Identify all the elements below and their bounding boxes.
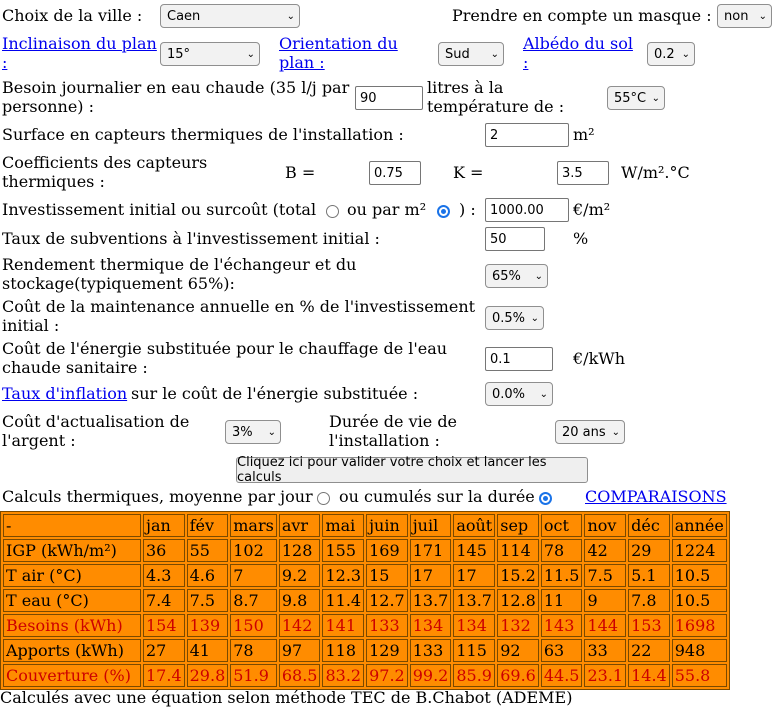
table-cell: 12.7 [366,589,408,612]
table-cell: 129 [366,639,408,662]
table-cell: 10.5 [672,589,727,612]
table-row-label: Besoins (kWh) [3,614,141,637]
coeff-b-label: B = [285,163,316,182]
table-cell: 102 [230,539,277,562]
table-cell: 22 [628,639,670,662]
submit-button[interactable]: Cliquez ici pour valider votre choix et lancer les calculs [236,457,588,483]
table-cell: 68.5 [279,664,321,687]
table-cell: 145 [453,539,495,562]
table-header-cell: mars [230,514,277,537]
surface-label: Surface en capteurs thermiques de l'installation : [2,125,404,144]
inflation-select-value: 0.0% [492,386,526,402]
table-cell: 42 [584,539,626,562]
mask-label: Prendre en compte un masque : [452,6,712,25]
table-row-label: Couverture (%) [3,664,141,687]
chevron-down-icon: ⌄ [681,48,690,60]
table-cell: 33 [584,639,626,662]
besoin-label-2: personne) : [2,97,94,116]
table-header-cell: fév [187,514,229,537]
inclinaison-link-colon[interactable]: : [2,53,8,72]
maintenance-label-2: initial : [2,316,60,335]
inclinaison-select[interactable] [160,42,260,66]
chevron-down-icon: ⌄ [611,426,620,438]
coeff-k-input[interactable]: 3.5 [557,161,609,185]
chevron-down-icon: ⌄ [246,48,255,60]
subv-input[interactable]: 50 [485,227,545,251]
table-cell: 154 [143,614,185,637]
table-row-label: T eau (°C) [3,589,141,612]
table-cell: 142 [279,614,321,637]
coeffs-label-2: thermiques : [2,172,105,191]
mask-select[interactable] [717,4,772,28]
table-cell: 55 [187,539,229,562]
table-cell: 150 [230,614,277,637]
table-cell: 1224 [672,539,727,562]
actualisation-select[interactable] [225,420,281,444]
besoin-unit: litres à la [427,78,504,97]
table-cell: 15 [366,564,408,587]
duree-label: Durée de vie de [329,412,458,431]
table-cell: 29.8 [187,664,229,687]
table-header-cell: sep [497,514,539,537]
table-header-cell: juin [366,514,408,537]
table-cell: 12.8 [497,589,539,612]
invest-per-m2-label: ou par m² [347,200,427,219]
orientation-link[interactable]: Orientation du [279,34,398,53]
table-cell: 134 [410,614,452,637]
table-cell: 13.7 [410,589,452,612]
results-table [0,511,730,690]
city-select-value: Caen [167,8,201,24]
table-row [3,564,727,587]
table-cell: 7.5 [187,589,229,612]
calc-cumul-radio[interactable] [539,492,552,505]
chevron-down-icon: ⌄ [651,92,660,104]
coeffs-label: Coefficients des capteurs [2,153,208,172]
inflation-label: sur le coût de l'énergie substituée : [131,384,419,403]
table-cell: 133 [366,614,408,637]
subv-label: Taux de subventions à l'investissement initial : [2,229,380,248]
maintenance-select-value: 0.5% [492,310,526,326]
table-cell: 78 [230,639,277,662]
chevron-down-icon: ⌄ [758,10,767,22]
table-header-cell: août [453,514,495,537]
energie-label: Coût de l'énergie substituée pour le chauffage de l'eau [2,339,448,358]
table-cell: 69.6 [497,664,539,687]
table-cell: 17.4 [143,664,185,687]
table-cell: 15.2 [497,564,539,587]
table-cell: 1698 [672,614,727,637]
table-header-cell: - [3,514,141,537]
rendement-select-value: 65% [492,268,521,284]
footer-note: Calculés avec une équation selon méthode TEC de B.Chabot (ADEME) [0,688,573,707]
table-cell: 9.8 [279,589,321,612]
table-cell: 17 [410,564,452,587]
actualisation-label-2: l'argent : [2,431,76,450]
table-cell: 9.2 [279,564,321,587]
inclinaison-link[interactable]: Inclinaison du plan [2,34,157,53]
invest-label-end: ) : [459,200,476,219]
table-cell: 128 [279,539,321,562]
table-cell: 10.5 [672,564,727,587]
albedo-select-value: 0.2 [654,46,675,62]
table-cell: 7 [230,564,277,587]
invest-label: Investissement initial ou surcoût (total [2,200,317,219]
chevron-down-icon: ⌄ [286,10,295,22]
coeffs-unit: W/m².°C [621,163,690,182]
besoin-temp-label: température de : [427,97,565,116]
temperature-select[interactable] [607,86,665,110]
table-cell: 27 [143,639,185,662]
results-table-body [3,514,727,687]
table-cell: 23.1 [584,664,626,687]
table-cell: 13.7 [453,589,495,612]
invest-total-radio[interactable] [326,205,339,218]
table-cell: 92 [497,639,539,662]
table-cell: 85.9 [453,664,495,687]
table-cell: 29 [628,539,670,562]
table-header-cell: nov [584,514,626,537]
table-cell: 99.2 [410,664,452,687]
rendement-label: Rendement thermique de l'échangeur et du [2,255,357,274]
table-cell: 144 [584,614,626,637]
table-cell: 11.5 [541,564,583,587]
coeff-b-input[interactable]: 0.75 [369,161,421,185]
table-header-cell: mai [322,514,364,537]
table-cell: 11 [541,589,583,612]
inflation-select[interactable] [485,382,553,406]
duree-select[interactable] [555,420,625,444]
table-cell: 169 [366,539,408,562]
invest-unit: €/m² [573,200,611,219]
city-select[interactable] [160,4,300,28]
chevron-down-icon: ⌄ [534,270,543,282]
table-cell: 11.4 [322,589,364,612]
table-cell: 8.7 [230,589,277,612]
table-cell: 4.6 [187,564,229,587]
maintenance-label: Coût de la maintenance annuelle en % de l'investissement [2,297,476,316]
orientation-link-plan[interactable]: plan : [279,53,325,72]
table-header-cell: année [672,514,727,537]
table-cell: 171 [410,539,452,562]
table-header-cell: déc [628,514,670,537]
table-cell: 14.4 [628,664,670,687]
chevron-down-icon: ⌄ [530,312,539,324]
subv-unit: % [573,229,589,248]
comparaisons-link[interactable]: COMPARAISONS [585,487,727,506]
table-cell: 143 [541,614,583,637]
table-cell: 63 [541,639,583,662]
table-cell: 7.5 [584,564,626,587]
table-cell: 97.2 [366,664,408,687]
table-row [3,614,727,637]
albedo-link[interactable]: Albédo du sol [523,34,633,53]
calc-cumul-label: ou cumulés sur la durée [339,487,535,506]
albedo-select[interactable] [647,42,695,66]
table-row [3,639,727,662]
chevron-down-icon: ⌄ [490,48,499,60]
table-cell: 51.9 [230,664,277,687]
table-cell: 36 [143,539,185,562]
table-cell: 55.8 [672,664,727,687]
table-header-cell: oct [541,514,583,537]
table-row [3,539,727,562]
orientation-select[interactable] [438,42,504,66]
actualisation-select-value: 3% [232,424,253,440]
albedo-link-colon[interactable]: : [523,53,529,72]
energie-label-2: chaude sanitaire : [2,358,148,377]
surface-input[interactable]: 2 [485,123,569,147]
table-header-cell: avr [279,514,321,537]
invest-input[interactable]: 1000.00 [485,198,569,222]
chevron-down-icon: ⌄ [267,426,276,438]
table-cell: 4.3 [143,564,185,587]
table-cell: 17 [453,564,495,587]
rendement-select[interactable] [485,264,548,288]
table-row [3,664,727,687]
table-cell: 153 [628,614,670,637]
city-label: Choix de la ville : [2,6,143,25]
chevron-down-icon: ⌄ [539,388,548,400]
table-cell: 9 [584,589,626,612]
table-cell: 134 [453,614,495,637]
table-row-label: IGP (kWh/m²) [3,539,141,562]
table-cell: 83.2 [322,664,364,687]
rendement-label-2: stockage(typiquement 65%): [2,274,235,293]
table-row-label: Apports (kWh) [3,639,141,662]
table-cell: 78 [541,539,583,562]
table-cell: 44.5 [541,664,583,687]
table-cell: 7.8 [628,589,670,612]
table-cell: 12.3 [322,564,364,587]
table-cell: 133 [410,639,452,662]
besoin-label: Besoin journalier en eau chaude (35 l/j par [2,78,350,97]
energie-input[interactable]: 0.1 [485,347,553,371]
table-header-row [3,514,727,537]
table-cell: 155 [322,539,364,562]
orientation-select-value: Sud [445,46,470,62]
table-cell: 948 [672,639,727,662]
table-row-label: T air (°C) [3,564,141,587]
temperature-select-value: 55°C [614,90,647,106]
calc-mode-label: Calculs thermiques, moyenne par jour [2,487,313,506]
table-cell: 114 [497,539,539,562]
surface-unit: m² [573,125,595,144]
energie-unit: €/kWh [573,349,626,368]
invest-per-m2-radio[interactable] [437,205,450,218]
table-cell: 141 [322,614,364,637]
table-cell: 118 [322,639,364,662]
table-cell: 97 [279,639,321,662]
table-cell: 139 [187,614,229,637]
duree-select-value: 20 ans [562,424,606,440]
actualisation-label: Coût d'actualisation de [2,412,190,431]
table-header-cell: juil [410,514,452,537]
table-cell: 115 [453,639,495,662]
inclinaison-select-value: 15° [167,46,191,62]
mask-select-value: non [724,8,749,24]
inflation-link[interactable]: Taux d'inflation [2,384,128,403]
calc-mean-radio[interactable] [317,492,330,505]
duree-label-2: l'installation : [329,431,440,450]
table-cell: 132 [497,614,539,637]
coeff-k-label: K = [453,163,484,182]
table-cell: 5.1 [628,564,670,587]
table-row [3,589,727,612]
table-cell: 41 [187,639,229,662]
maintenance-select[interactable] [485,306,544,330]
table-header-cell: jan [143,514,185,537]
besoin-input[interactable]: 90 [355,86,423,110]
table-cell: 7.4 [143,589,185,612]
